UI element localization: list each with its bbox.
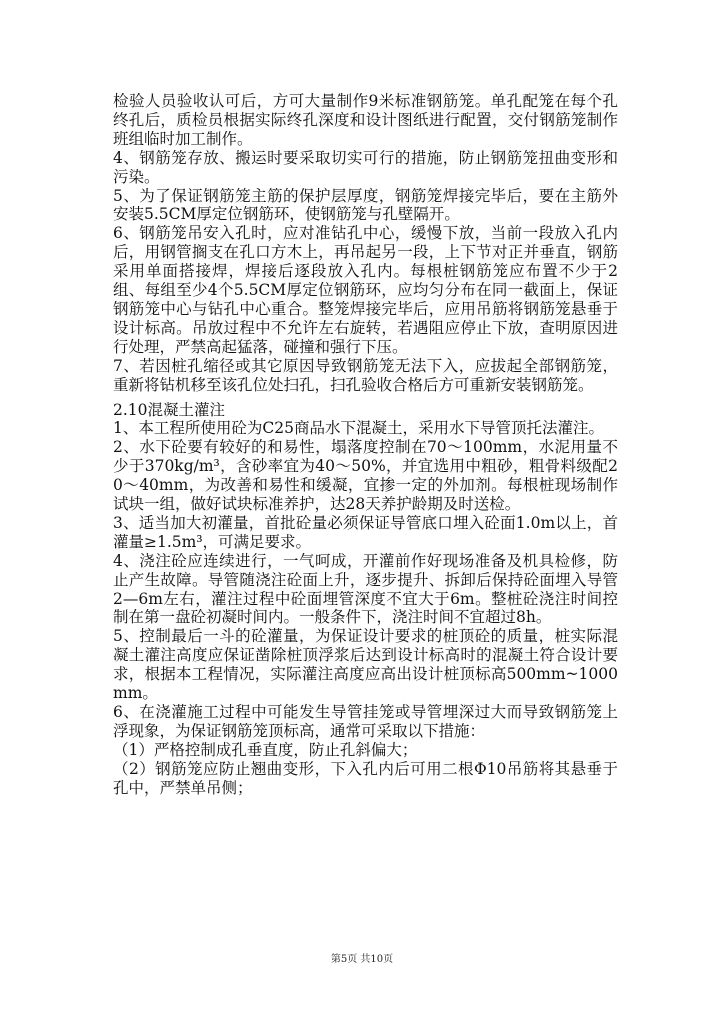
paragraph-concrete-5: 5、控制最后一斗的砼灌量，为保证设计要求的桩顶砼的质量，桩实际混凝土灌注高度应保证凿除桩顶浮浆后达到设计标高时的混凝土符合设计要求，根据本工程情况，实际灌注高度应高出设计桩顶标高500mm~1000mm。 <box>113 627 618 703</box>
paragraph-measure-1: （1）严格控制成孔垂直度，防止孔斜偏大； <box>113 740 418 759</box>
paragraph-item-6-lifting: 6、钢筋笼吊安入孔时，应对准钻孔中心，缓慢下放，当前一段放入孔内后，用钢管搁支在孔口方木上，再吊起另一段，上下节对正并垂直，钢筋采用单面搭接焊，焊接后逐段放入孔内。每根桩钢筋笼应布置不少于2组、每组至少4个5.5CM厚定位钢筋环，应均匀分布在同一截面上，保证钢筋笼中心与钻孔中心重合。整笼焊接完毕后，应用吊筋将钢筋笼悬垂于设计标高。吊放过程中不允许左右旋转，若遇阻应停止下放，查明原因进行处理，严禁高起猛落，碰撞和强行下压。 <box>113 224 618 356</box>
paragraph-concrete-6: 6、在浇灌施工过程中可能发生导管挂笼或导管埋深过大而导致钢筋笼上浮现象，为保证钢筋笼顶标高，通常可采取以下措施： <box>113 703 618 740</box>
paragraph-concrete-2: 2、水下砼要有较好的和易性，塌落度控制在70～100mm，水泥用量不少于370kg/m³，含砂率宜为40～50%，并宜选用中粗砂，粗骨料级配20～40mm，为改善和易性和缓凝，宜掺一定的外加剂。每根桩现场制作试块一组，做好试块标准养护，达28天养护龄期及时送检。 <box>113 438 618 514</box>
paragraph-item-4-storage: 4、钢筋笼存放、搬运时要采取切实可行的措施，防止钢筋笼扭曲变形和污染。 <box>113 148 618 186</box>
page-number-footer: 第5页 共10页 <box>330 954 394 965</box>
section-heading: 2.10混凝土灌注 <box>113 400 226 419</box>
paragraph-concrete-4: 4、浇注砼应连续进行，一气呵成，开灌前作好现场准备及机具检修，防止产生故障。导管随浇注砼面上升，逐步提升、拆卸后保持砼面埋入导管2—6m左右，灌注过程中砼面埋管深度不宜大于6m。整桩砼浇注时间控制在第一盘砼初凝时间内。一般条件下，浇注时间不宜超过8h。 <box>113 551 618 627</box>
paragraph-measure-2: （2）钢筋笼应防止翘曲变形，下入孔内后可用二根Φ10吊筋将其悬垂于孔中，严禁单吊侧； <box>113 759 618 797</box>
paragraph-concrete-3: 3、适当加大初灌量，首批砼量必须保证导管底口埋入砼面1.0m以上，首灌量≥1.5m³，可满足要求。 <box>113 513 618 551</box>
paragraph-item-5-cover-thickness: 5、为了保证钢筋笼主筋的保护层厚度，钢筋笼焊接完毕后，要在主筋外安装5.5CM厚定位钢筋环，使钢筋笼与孔壁隔开。 <box>113 186 618 224</box>
paragraph-item-7-redrill: 7、若因桩孔缩径或其它原因导致钢筋笼无法下入，应拔起全部钢筋笼，重新将钻机移至该孔位处扫孔，扫孔验收合格后方可重新安装钢筋笼。 <box>113 356 618 394</box>
paragraph-concrete-1: 1、本工程所使用砼为C25商品水下混凝土，采用水下导管顶托法灌注。 <box>113 419 604 438</box>
document-body <box>113 92 618 798</box>
paragraph-acceptance: 检验人员验收认可后，方可大量制作9米标准钢筋笼。单孔配笼在每个孔终孔后，质检员根据实际终孔深度和设计图纸进行配置，交付钢筋笼制作班组临时加工制作。 <box>113 92 618 148</box>
